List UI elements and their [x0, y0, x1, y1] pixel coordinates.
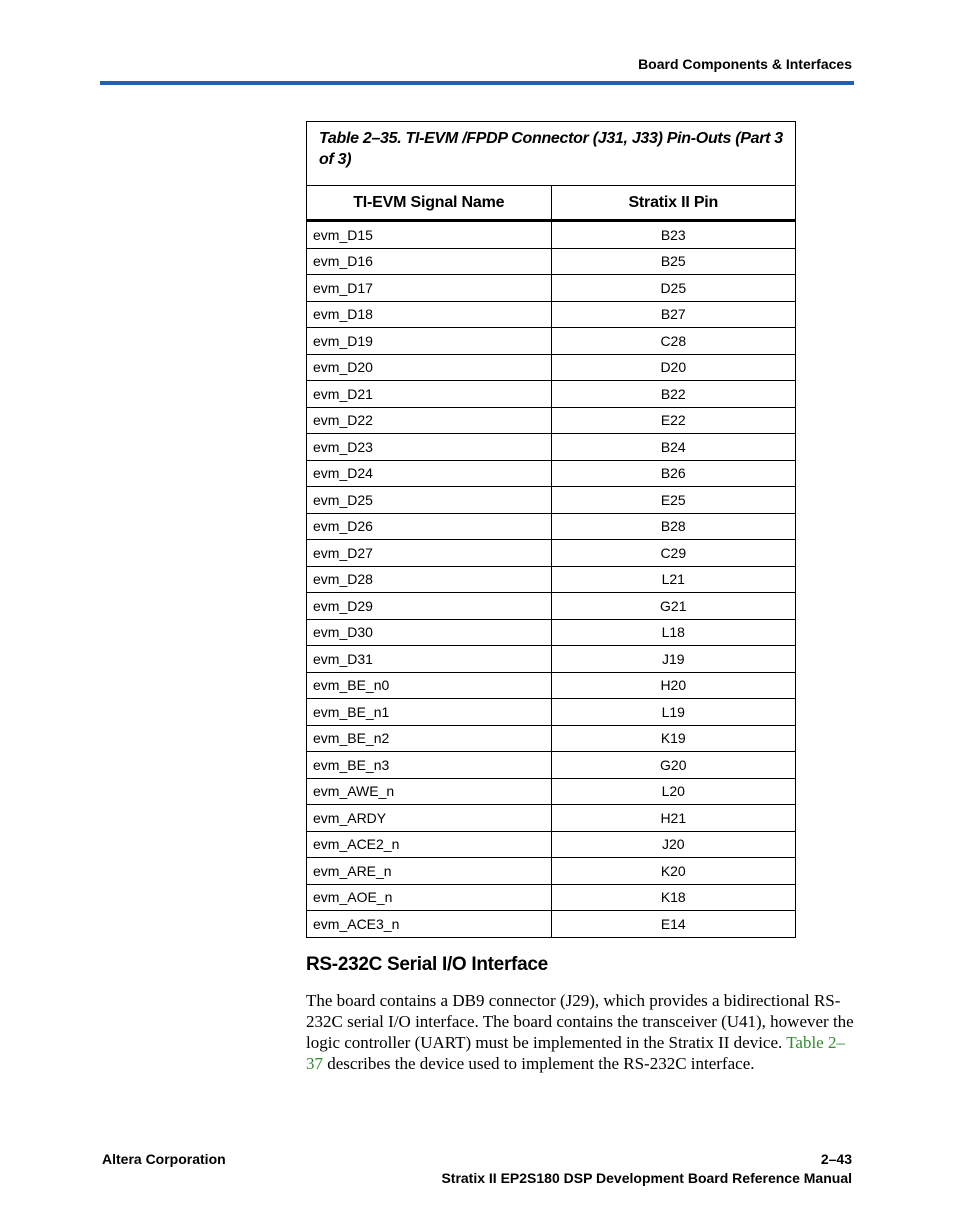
stratix-pin-cell: K20 [551, 858, 795, 885]
table-caption: Table 2–35. TI-EVM /FPDP Connector (J31, J33) Pin-Outs (Part 3 of 3) [307, 122, 796, 186]
stratix-pin-cell: B25 [551, 248, 795, 275]
table-body [307, 221, 796, 938]
table-row [307, 487, 796, 514]
table-row [307, 805, 796, 832]
table-header-row [307, 186, 796, 221]
header-rule [100, 81, 854, 85]
table-row [307, 460, 796, 487]
signal-name-cell: evm_D20 [307, 354, 552, 381]
table-row [307, 672, 796, 699]
signal-name-cell: evm_D27 [307, 540, 552, 567]
signal-name-cell: evm_D21 [307, 381, 552, 408]
table-reference-link[interactable]: Table 2–37 [306, 1033, 845, 1073]
stratix-pin-cell: G20 [551, 752, 795, 779]
table-row [307, 381, 796, 408]
table-row [307, 831, 796, 858]
table-row [307, 221, 796, 249]
stratix-pin-cell: B28 [551, 513, 795, 540]
signal-name-cell: evm_ARDY [307, 805, 552, 832]
table-row [307, 248, 796, 275]
table-row [307, 328, 796, 355]
signal-name-cell: evm_D16 [307, 248, 552, 275]
table-row [307, 593, 796, 620]
signal-name-cell: evm_D29 [307, 593, 552, 620]
signal-name-cell: evm_D26 [307, 513, 552, 540]
table-row [307, 646, 796, 673]
stratix-pin-cell: D25 [551, 275, 795, 302]
paragraph-text: The board contains a DB9 connector (J29), which provides a bidirectional RS-232C serial I/O interface. The board contains the transceiver (U41), however the logic controller (UART) must be implemented in the Stratix II device. [306, 991, 854, 1052]
table-row [307, 619, 796, 646]
pin-out-table [306, 121, 796, 938]
signal-name-cell: evm_ACE2_n [307, 831, 552, 858]
stratix-pin-cell: B22 [551, 381, 795, 408]
table-row [307, 407, 796, 434]
column-header-signal-name: TI-EVM Signal Name [307, 186, 552, 221]
stratix-pin-cell: B26 [551, 460, 795, 487]
stratix-pin-cell: B24 [551, 434, 795, 461]
table-row [307, 513, 796, 540]
signal-name-cell: evm_D15 [307, 221, 552, 249]
stratix-pin-cell: J20 [551, 831, 795, 858]
stratix-pin-cell: C28 [551, 328, 795, 355]
table-row [307, 275, 796, 302]
stratix-pin-cell: G21 [551, 593, 795, 620]
stratix-pin-cell: H21 [551, 805, 795, 832]
stratix-pin-cell: B23 [551, 221, 795, 249]
stratix-pin-cell: K19 [551, 725, 795, 752]
stratix-pin-cell: E25 [551, 487, 795, 514]
paragraph-text-continued: describes the device used to implement the RS-232C interface. [323, 1054, 755, 1073]
signal-name-cell: evm_D17 [307, 275, 552, 302]
signal-name-cell: evm_ARE_n [307, 858, 552, 885]
table-row [307, 434, 796, 461]
stratix-pin-cell: L20 [551, 778, 795, 805]
footer-page-number: 2–43 [820, 1151, 852, 1167]
table-row [307, 725, 796, 752]
stratix-pin-cell: E14 [551, 911, 795, 938]
stratix-pin-cell: L18 [551, 619, 795, 646]
table-row [307, 301, 796, 328]
table-row [307, 884, 796, 911]
signal-name-cell: evm_D24 [307, 460, 552, 487]
stratix-pin-cell: H20 [551, 672, 795, 699]
signal-name-cell: evm_BE_n2 [307, 725, 552, 752]
signal-name-cell: evm_AOE_n [307, 884, 552, 911]
running-header: Board Components & Interfaces [638, 56, 852, 72]
signal-name-cell: evm_ACE3_n [307, 911, 552, 938]
signal-name-cell: evm_D23 [307, 434, 552, 461]
stratix-pin-cell: L21 [551, 566, 795, 593]
table-row [307, 566, 796, 593]
signal-name-cell: evm_BE_n0 [307, 672, 552, 699]
stratix-pin-cell: E22 [551, 407, 795, 434]
stratix-pin-cell: C29 [551, 540, 795, 567]
table-row [307, 699, 796, 726]
footer-company: Altera Corporation [102, 1151, 226, 1167]
section-heading: RS-232C Serial I/O Interface [306, 954, 548, 975]
signal-name-cell: evm_BE_n1 [307, 699, 552, 726]
stratix-pin-cell: L19 [551, 699, 795, 726]
stratix-pin-cell: J19 [551, 646, 795, 673]
table-row [307, 752, 796, 779]
table-row [307, 354, 796, 381]
stratix-pin-cell: D20 [551, 354, 795, 381]
body-paragraph [306, 990, 856, 1074]
signal-name-cell: evm_AWE_n [307, 778, 552, 805]
stratix-pin-cell: B27 [551, 301, 795, 328]
signal-name-cell: evm_D31 [307, 646, 552, 673]
signal-name-cell: evm_D25 [307, 487, 552, 514]
column-header-stratix-pin: Stratix II Pin [551, 186, 795, 221]
signal-name-cell: evm_D22 [307, 407, 552, 434]
stratix-pin-cell: K18 [551, 884, 795, 911]
signal-name-cell: evm_D18 [307, 301, 552, 328]
signal-name-cell: evm_D28 [307, 566, 552, 593]
table-row [307, 540, 796, 567]
signal-name-cell: evm_BE_n3 [307, 752, 552, 779]
table-row [307, 911, 796, 938]
table-row [307, 858, 796, 885]
signal-name-cell: evm_D30 [307, 619, 552, 646]
table-row [307, 778, 796, 805]
footer-manual-title: Stratix II EP2S180 DSP Development Board Reference Manual [441, 1170, 852, 1186]
signal-name-cell: evm_D19 [307, 328, 552, 355]
